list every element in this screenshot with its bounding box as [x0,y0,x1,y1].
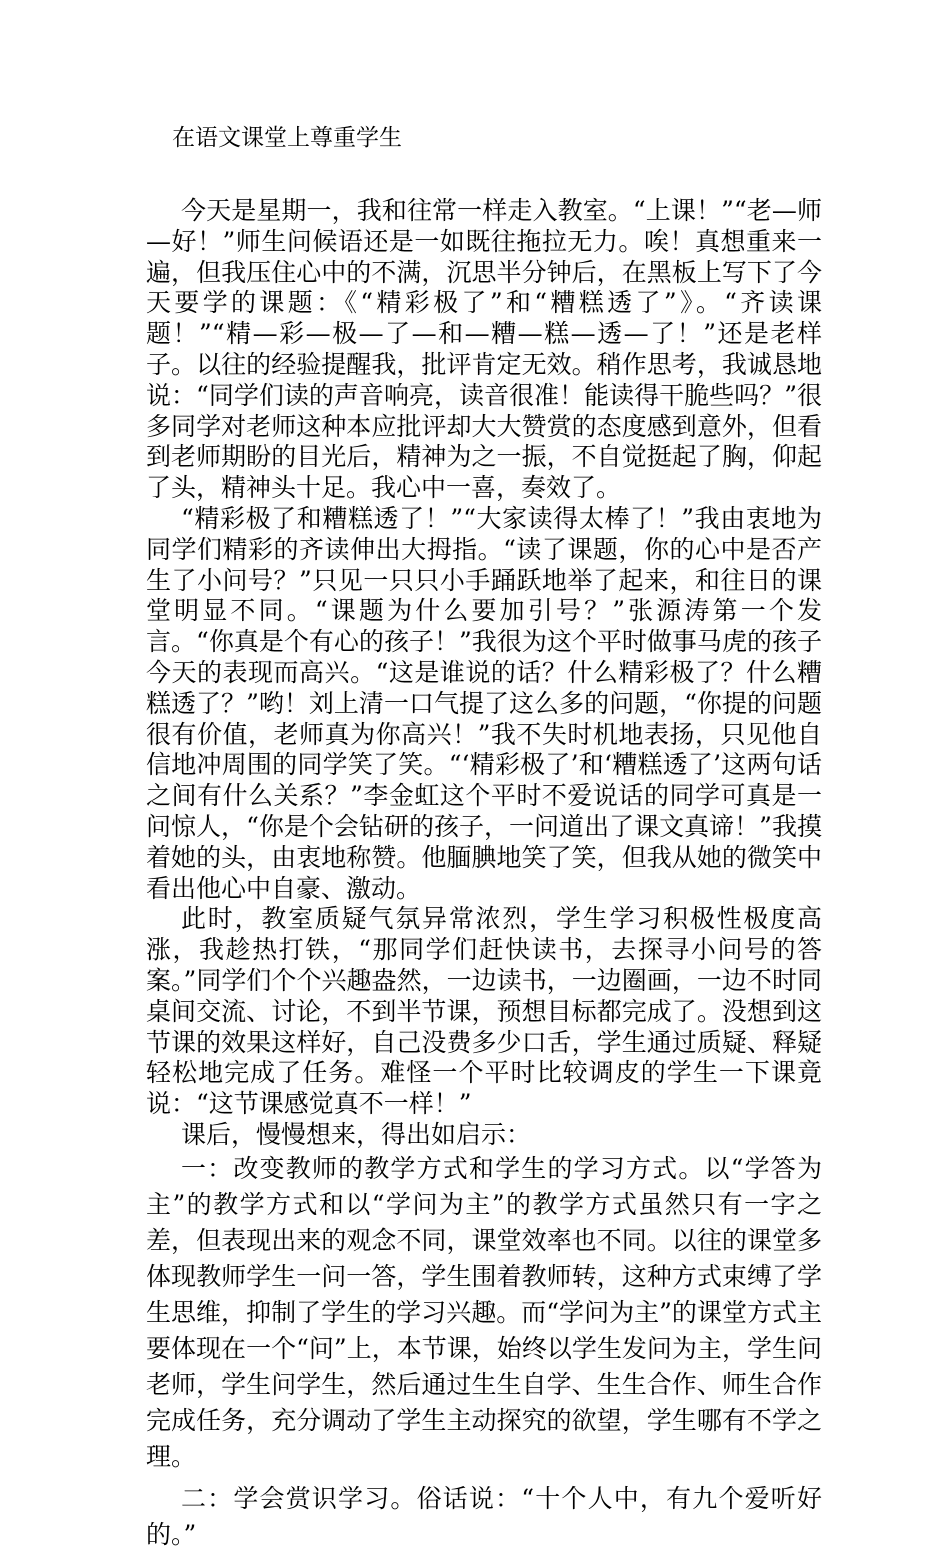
document-title: 在语文课堂上尊重学生 [172,125,402,151]
paragraph-1: 今天是星期一，我和往常一样走入教室。“上课！”“老—师—好！”师生问候语还是一如既往拖拉无力。唉！真想重来一遍，但我压住心中的不满，沉思半分钟后，在黑板上写下了今天要学的课题：《“精彩极了”和“糟糕透了”》。“齐读课题！”“精—彩—极—了—和—糟—糕—透—了！”还是老样子。以往的经验提醒我，批评肯定无效。稍作思考，我诚恳地说：“同学们读的声音响亮，读音很准！能读得干脆些吗？”很多同学对老师这种本应批评却大大赞赏的态度感到意外，但看到老师期盼的目光后，精神为之一振，不自觉挺起了胸，仰起了头，精神头十足。我心中一喜，奏效了。 [146,196,822,503]
document-body [146,196,822,1553]
paragraph-2: “精彩极了和糟糕透了！”“大家读得太棒了！”我由衷地为同学们精彩的齐读伸出大拇指。“读了课题，你的心中是否产生了小问号？”只见一只只小手踊跃地举了起来，和往日的课堂明显不同。“课题为什么要加引号？”张源涛第一个发言。“你真是个有心的孩子！”我很为这个平时做事马虎的孩子今天的表现而高兴。“这是谁说的话？什么精彩极了？什么糟糕透了？”哟！刘上清一口气提了这么多的问题，“你提的问题很有价值，老师真为你高兴！”我不失时机地表扬，只见他自信地冲周围的同学笑了笑。“‘精彩极了’和‘糟糕透了’这两句话之间有什么关系？”李金虹这个平时不爱说话的同学可真是一问惊人，“你是个会钻研的孩子，一问道出了课文真谛！”我摸着她的头，由衷地称赞。他腼腆地笑了笑，但我从她的微笑中看出他心中自豪、激动。 [146,503,822,903]
paragraph-4: 课后，慢慢想来，得出如启示： [181,1119,532,1149]
paragraph-5: 一：改变教师的教学方式和学生的学习方式。以“学答为主”的教学方式和以“学问为主”的教学方式虽然只有一字之差，但表现出来的观念不同，课堂效率也不同。以往的课堂多体现教师学生一问一答，学生围着教师转，这种方式束缚了学生思维，抑制了学生的学习兴趣。而“学问为主”的课堂方式主要体现在一个“问”上，本节课，始终以学生发问为主，学生问老师，学生问学生，然后通过生生自学、生生合作、师生合作完成任务，充分调动了学生主动探究的欲望，学生哪有不学之理。 [146,1153,822,1471]
paragraph-6: 二：学会赏识学习。俗话说：“十个人中，有九个爱听好的。” [146,1483,822,1549]
paragraph-3: 此时，教室质疑气氛异常浓烈，学生学习积极性极度高涨，我趁热打铁，“那同学们赶快读书，去探寻小问号的答案。”同学们个个兴趣盎然，一边读书，一边圈画，一边不时同桌间交流、讨论，不到半节课，预想目标都完成了。没想到这节课的效果这样好，自己没费多少口舌，学生通过质疑、释疑轻松地完成了任务。难怪一个平时比较调皮的学生一下课竟说：“这节课感觉真不一样！” [146,904,822,1119]
